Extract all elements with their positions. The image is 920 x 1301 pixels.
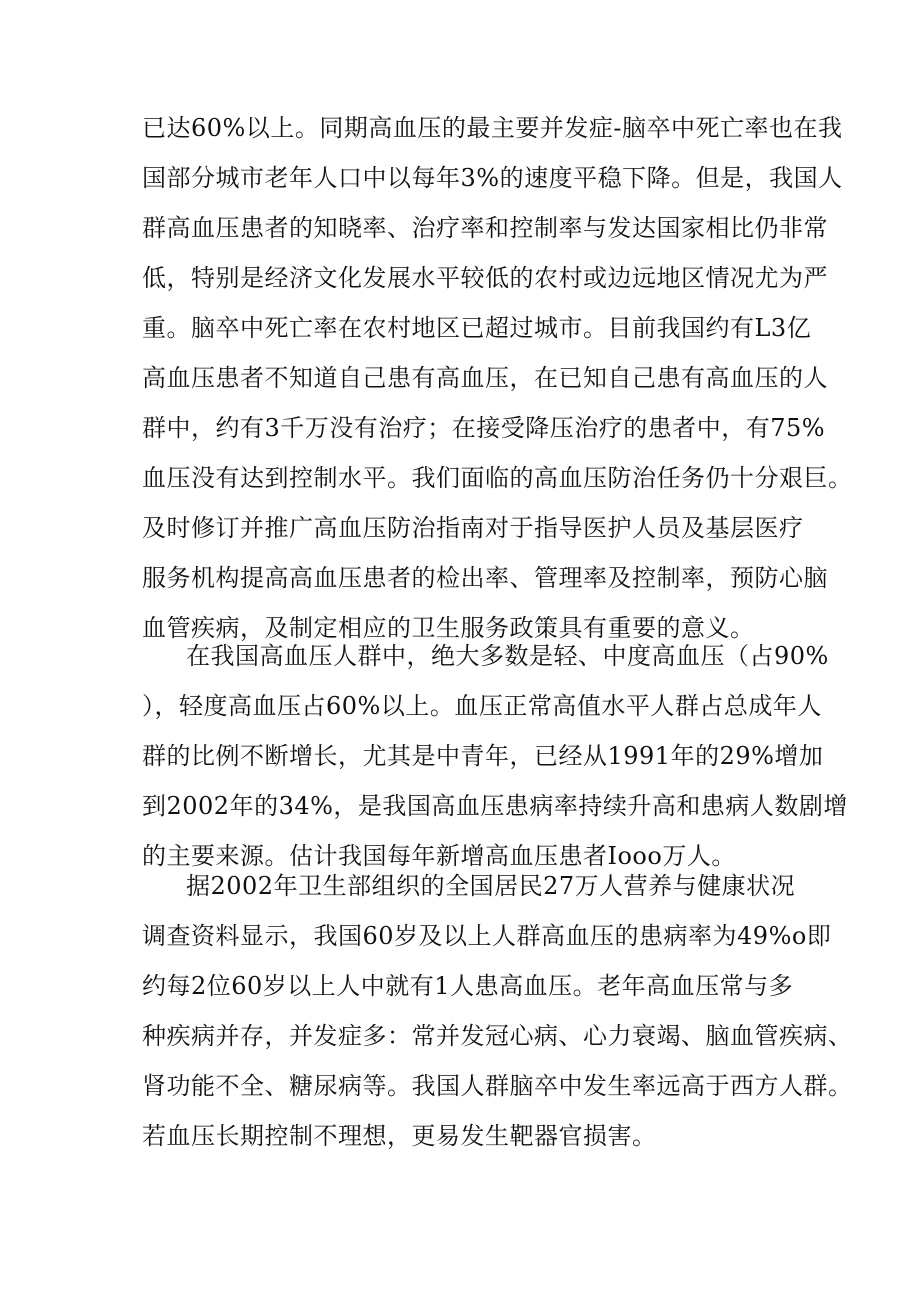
text-line: 据2002年卫生部组织的全国居民27万人营养与健康状况 (186, 872, 796, 900)
text-line: 国部分城市老年人口中以每年3%的速度平稳下降。但是，我国人 (142, 164, 843, 192)
text-line: 调查资料显示，我国60岁及以上人群高血压的患病率为49%o即 (142, 922, 832, 950)
text-line: 若血压长期控制不理想，更易发生靶器官损害。 (142, 1122, 657, 1150)
text-line: 高血压患者不知道自己患有高血压，在已知自己患有高血压的人 (142, 364, 828, 392)
text-line: 群高血压患者的知晓率、治疗率和控制率与发达国家相比仍非常 (142, 214, 828, 242)
text-line: 到2002年的34%，是我国高血压患病率持续升高和患病人数剧增 (142, 792, 848, 820)
text-line: 群中，约有3千万没有治疗；在接受降压治疗的患者中，有75% (142, 414, 826, 442)
text-line: 低，特别是经济文化发展水平较低的农村或边远地区情况尤为严 (142, 264, 828, 292)
text-line: 在我国高血压人群中，绝大多数是轻、中度高血压（占90% (186, 642, 829, 670)
text-line: 已达60%以上。同期高血压的最主要并发症-脑卒中死亡率也在我 (142, 114, 843, 142)
text-line: 群的比例不断增长，尤其是中青年，已经从1991年的29%增加 (142, 742, 824, 770)
text-line: ），轻度高血压占60%以上。血压正常高值水平人群占总成年人 (142, 692, 822, 720)
text-line: 肾功能不全、糖尿病等。我国人群脑卒中发生率远高于西方人群。 (142, 1072, 853, 1100)
text-line: 重。脑卒中死亡率在农村地区已超过城市。目前我国约有L3亿 (142, 314, 812, 342)
text-line: 约每2位60岁以上人中就有1人患高血压。老年高血压常与多 (142, 972, 794, 1000)
text-line: 血管疾病，及制定相应的卫生服务政策具有重要的意义。 (142, 614, 755, 642)
text-line: 血压没有达到控制水平。我们面临的高血压防治任务仍十分艰巨。 (142, 464, 853, 492)
text-line: 的主要来源。估计我国每年新增高血压患者Iooo万人。 (142, 842, 736, 870)
text-line: 服务机构提高高血压患者的检出率、管理率及控制率，预防心脑 (142, 564, 828, 592)
text-line: 及时修订并推广高血压防治指南对于指导医护人员及基层医疗 (142, 514, 804, 542)
text-line: 种疾病并存，并发症多：常并发冠心病、心力衰竭、脑血管疾病、 (142, 1022, 853, 1050)
